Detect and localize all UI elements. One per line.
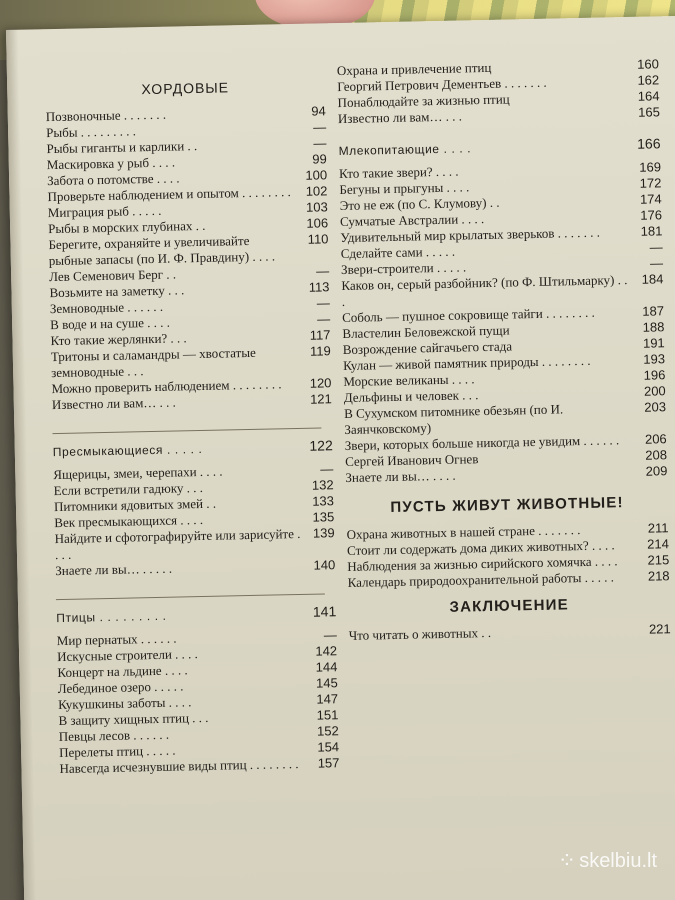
toc-entry-title: Рыбы в морских глубинах . . — [48, 217, 206, 237]
toc-entry-page: — — [320, 461, 334, 477]
toc-entry-title: Кто такие звери? . . . . — [338, 163, 459, 182]
toc-entry-page: 102 — [305, 183, 328, 199]
watermark-dots-icon: ⁘ — [557, 848, 574, 873]
toc-entry-title: Что читать о животных . . — [348, 624, 492, 643]
section-divider — [52, 427, 321, 434]
toc-entry-title: Календарь природоохранительной работы . . . . . — [347, 569, 615, 590]
toc-entry-title: Охрана и привлечение птиц — [336, 59, 492, 79]
toc-entry-title: Найдите и сфотографируйте или зарисуйте . . . . — [54, 525, 301, 563]
toc-entry-title: Звери-строители . . . . . — [340, 259, 467, 278]
toc-entry-title: Берегите, охраняйте и увеличивайте рыбные запасы (по И. Ф. Правдину) . . . . — [48, 232, 276, 269]
toc-entry-page: — — [316, 311, 331, 327]
toc-entry-page: 152 — [316, 723, 339, 739]
toc-list-protection — [346, 520, 669, 591]
toc-entry-page: 164 — [637, 88, 660, 104]
toc-entry-title: Сергей Иванович Огнев — [344, 451, 479, 469]
toc-entry-title: Концерт на льдине . . . . — [57, 662, 188, 681]
toc-entry-title: Маскировка у рыб . . . . — [46, 154, 176, 173]
toc-entry-title: Известно ли вам… . . . — [51, 394, 176, 413]
toc-entry-page: 221 — [648, 621, 671, 637]
toc-entry-page: — — [323, 627, 337, 643]
toc-entry-page: — — [649, 255, 664, 271]
toc-entry-page: 165 — [638, 104, 661, 120]
toc-entry-page: 141 — [312, 603, 337, 620]
toc-entry-page: 193 — [643, 351, 666, 367]
watermark — [558, 848, 657, 874]
toc-list-chordates — [46, 103, 332, 413]
toc-entry-page: — — [312, 119, 327, 135]
toc-entry-page: — — [313, 135, 327, 151]
toc-entry-page: 160 — [636, 56, 660, 72]
toc-entry-title: Лебединое озеро . . . . . — [57, 678, 184, 697]
toc-entry-title: Бегуны и прыгуны . . . . — [339, 179, 470, 198]
toc-entry-page: 206 — [644, 431, 667, 447]
toc-entry-title: Питомники ядовитых змей . . — [53, 495, 217, 515]
toc-entry-page: 145 — [315, 675, 338, 691]
toc-entry-page: 154 — [317, 739, 340, 755]
toc-entry-page: 151 — [316, 707, 339, 723]
toc-entry-page: — — [315, 263, 330, 279]
toc-entry-title: Наблюдения за жизнью сирийского хомячка . . . . — [347, 553, 618, 574]
toc-list-birds — [57, 627, 340, 777]
toc-entry-title: Охрана животных в нашей стране . . . . . . . — [346, 522, 581, 542]
toc-entry-page: 113 — [308, 279, 330, 295]
toc-entry-title: В защиту хищных птиц . . . — [58, 709, 209, 729]
toc-entry-page: 140 — [313, 557, 336, 573]
toc-entry-title: Кто такие жерлянки? . . . — [50, 330, 187, 349]
toc-entry-page: 166 — [636, 135, 661, 152]
toc-entry-title: Млекопитающие . . . . — [338, 141, 472, 159]
toc-entry-title: Кукушкины заботы . . . . — [57, 694, 192, 713]
toc-entry-title: Каков он, серый разбойник? (по Ф. Штильмарку) . . . — [341, 272, 628, 310]
toc-entry-title: Певцы лесов . . . . . . — [58, 726, 170, 745]
toc-entry-title: Мир пернатых . . . . . . — [56, 630, 177, 649]
toc-entry-page: 209 — [645, 463, 668, 479]
section-title-chordates: ХОРДОВЫЕ — [141, 79, 230, 98]
toc-entry-page: 200 — [643, 383, 666, 399]
toc-entry-title: Властелин Беловежской пущи — [342, 322, 510, 342]
toc-list-birds-cont — [337, 56, 660, 127]
toc-entry-title: Век пресмыкающихся . . . . — [54, 511, 204, 531]
toc-entry-page: 110 — [307, 231, 329, 247]
toc-entry-title: Можно проверить наблюдением . . . . . . . . — [51, 376, 282, 397]
toc-entry-title: Забота о потомстве . . . . — [47, 170, 180, 189]
toc-entry-page: 176 — [640, 207, 663, 223]
toc-entry-page: 184 — [641, 271, 664, 287]
toc-entry-page: — — [649, 239, 663, 255]
toc-entry-title: Возрождение сайгачьего стада — [342, 338, 513, 358]
toc-entry-title: Проверьте наблюдением и опытом . . . . . . . . — [47, 184, 291, 205]
toc-list-conclusion — [349, 621, 671, 644]
toc-entry-page: 211 — [647, 520, 669, 536]
toc-entry-page: 133 — [312, 493, 335, 509]
toc-entry-page: 196 — [643, 367, 666, 383]
toc-entry-title: Удивительный мир крылатых зверьков . . . . . . . — [340, 224, 601, 246]
toc-entry-title: Морские великаны . . . . — [343, 371, 475, 390]
watermark-text: skelbiu.lt — [579, 849, 657, 872]
page-edge-shadow — [6, 30, 37, 900]
toc-list-reptiles — [53, 461, 335, 579]
toc-entry-page: 172 — [639, 175, 662, 191]
toc-list-mammals — [339, 159, 668, 486]
toc-entry-title: Дельфины и человек . . . — [343, 387, 479, 406]
toc-entry-title: В воде и на суше . . . . — [50, 314, 171, 333]
toc-entry-title: Перелеты птиц . . . . . — [58, 742, 176, 761]
toc-entry-title: Позвоночные . . . . . . . — [45, 106, 167, 125]
toc-entry-title: Понаблюдайте за жизнью птиц — [337, 91, 510, 111]
toc-entry-page: 191 — [642, 335, 665, 351]
toc-left-column — [45, 77, 339, 777]
toc-entry-page: 99 — [312, 151, 327, 167]
toc-entry-page: 203 — [644, 399, 667, 415]
toc-entry-page: 135 — [312, 509, 335, 525]
toc-entry-title: Сумчатые Австралии . . . . — [339, 211, 485, 230]
toc-entry-page: 174 — [639, 191, 662, 207]
toc-entry-page: 218 — [647, 568, 670, 584]
toc-entry-title: Стоит ли содержать дома диких животных? . . . . — [346, 537, 615, 558]
book-page — [6, 15, 675, 900]
toc-entry-page: 94 — [311, 103, 326, 119]
toc-entry-page: 162 — [637, 72, 660, 88]
toc-entry-page: 215 — [647, 552, 670, 568]
toc-entry-page: 181 — [640, 223, 663, 239]
toc-entry-page: 169 — [639, 159, 662, 175]
toc-entry-title: Лев Семенович Берг . . — [49, 266, 177, 285]
toc-right-column — [337, 56, 671, 644]
toc-entry-title: Возьмите на заметку . . . — [49, 282, 185, 301]
toc-entry-title: Миграция рыб . . . . . — [47, 202, 162, 221]
toc-entry-title: Птицы . . . . . . . . . — [56, 608, 167, 626]
toc-entry-title: В Сухумском питомнике обезьян (по И. Заянчковскому) — [343, 401, 564, 437]
toc-entry-title: Тритоны и саламандры — хвостатые земноводные . . . — [50, 344, 256, 381]
toc-entry-title: Рыбы гиганты и карлики . . — [46, 138, 198, 157]
toc-entry-page: 119 — [309, 343, 331, 359]
toc-entry-title: Известно ли вам… . . . — [337, 108, 463, 127]
toc-entry-page: 214 — [647, 536, 670, 552]
toc-entry-title: Рыбы . . . . . . . . . — [46, 123, 137, 141]
toc-entry-page: 139 — [312, 525, 335, 541]
toc-entry-page: 147 — [316, 691, 339, 707]
toc-entry-page: 121 — [309, 391, 332, 407]
toc-entry-title: Соболь — пушное сокровище тайги . . . . . . . . — [341, 304, 595, 326]
toc-entry-title: Кулан — живой памятник природы . . . . . . . . — [342, 352, 591, 374]
toc-entry-title: Навсегда исчезнувшие виды птиц . . . . . . . . — [59, 756, 299, 777]
toc-entry-page: 122 — [309, 437, 333, 454]
toc-entry-page: 142 — [315, 643, 338, 659]
toc-entry-title: Сделайте сами . . . . . — [340, 243, 456, 262]
toc-entry-page: 120 — [309, 375, 332, 391]
toc-entry — [349, 621, 671, 644]
toc-entry-title: Если встретили гадюку . . . — [53, 479, 204, 499]
toc-entry-page: 132 — [311, 477, 334, 493]
toc-entry-page: 117 — [309, 327, 331, 343]
toc-entry-page: 103 — [305, 199, 328, 215]
toc-entry-page: 157 — [317, 755, 340, 771]
toc-entry-title: Земноводные . . . . . . — [49, 298, 164, 317]
toc-entry-title: Пресмыкающиеся . . . . . — [52, 441, 203, 460]
toc-entry-page: 106 — [306, 215, 329, 231]
toc-entry-page: 208 — [645, 447, 668, 463]
toc-entry-title: Искусные строители . . . . — [56, 646, 198, 665]
toc-entry-title: Георгий Петрович Дементьев . . . . . . . — [337, 74, 547, 95]
toc-entry-page: — — [316, 295, 330, 311]
toc-entry-title: Ящерицы, змеи, черепахи . . . . — [53, 463, 223, 483]
toc-entry-page: 188 — [642, 319, 665, 335]
toc-entry-title: Знаете ли вы… . . . . . — [55, 560, 173, 579]
toc-entry-title: Звери, которых больше никогда не увидим . . . . . . — [344, 432, 620, 453]
toc-entry-page: 100 — [305, 167, 328, 183]
section-title-let-animals-live: ПУСТЬ ЖИВУТ ЖИВОТНЫЕ! — [390, 494, 624, 517]
toc-entry-title: Знаете ли вы… . . . . — [345, 467, 456, 485]
toc-entry-page: 144 — [315, 659, 338, 675]
section-divider — [56, 593, 325, 600]
toc-entry-page: 187 — [642, 303, 665, 319]
section-title-conclusion: ЗАКЛЮЧЕНИЕ — [449, 596, 570, 616]
toc-entry-title: Это не еж (по С. Клумову) . . — [339, 194, 500, 214]
